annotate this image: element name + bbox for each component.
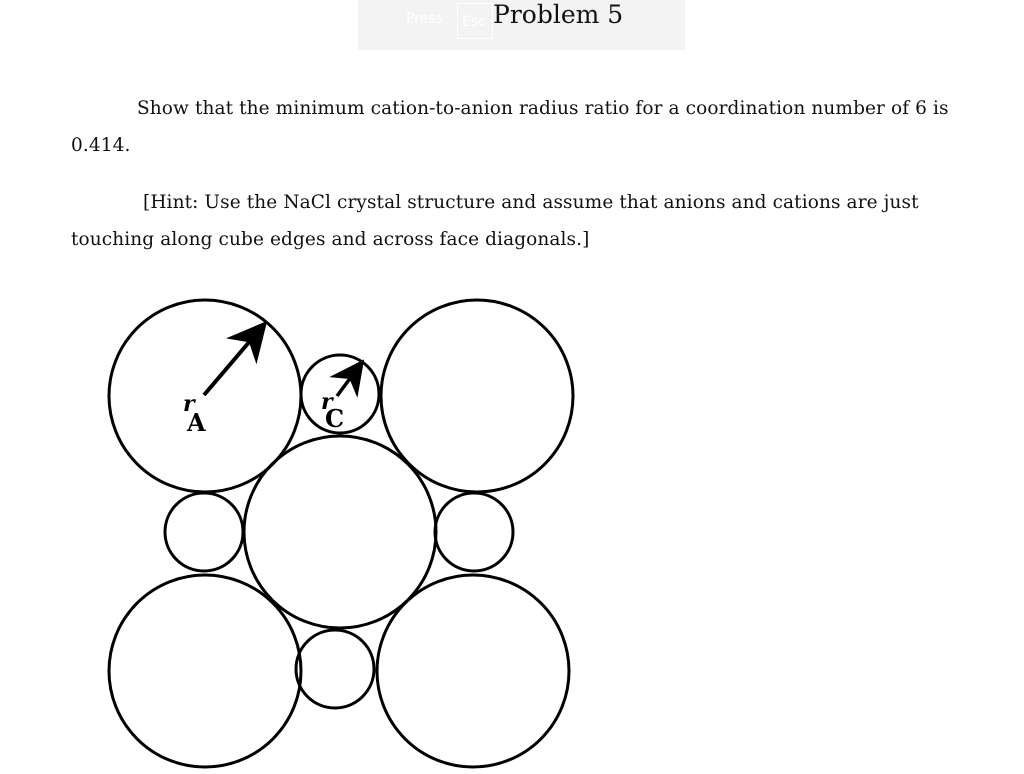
page-title: Problem 5 [493, 0, 624, 29]
cation-radius-subscript: C [325, 404, 345, 433]
packing-diagram-svg [90, 285, 600, 774]
esc-key-hint: Esc [457, 3, 493, 39]
problem-hint: [Hint: Use the NaCl crystal structure and assume that anions and cations are just touching along cube edges and across face diagonals.] [71, 192, 919, 250]
anion-circle-bottom-right [377, 575, 569, 767]
anion-radius-subscript: A [187, 408, 206, 437]
anion-circle-top-right [381, 300, 573, 492]
anion-radius-arrow [204, 327, 262, 395]
anion-circle-bottom-left [109, 575, 301, 767]
press-hint-text: Press [406, 11, 443, 27]
problem-statement: Show that the minimum cation-to-anion radius ratio for a coordination number of 6 is 0.414. [71, 98, 949, 156]
cation-radius-arrow [337, 365, 360, 396]
anion-radius-label: r [183, 391, 195, 417]
nacl-packing-diagram [90, 285, 600, 774]
cation-circle-bottom [296, 630, 374, 708]
cation-circle-right [435, 493, 513, 571]
cation-circle-left [165, 493, 243, 571]
cation-radius-label: r [321, 389, 333, 415]
